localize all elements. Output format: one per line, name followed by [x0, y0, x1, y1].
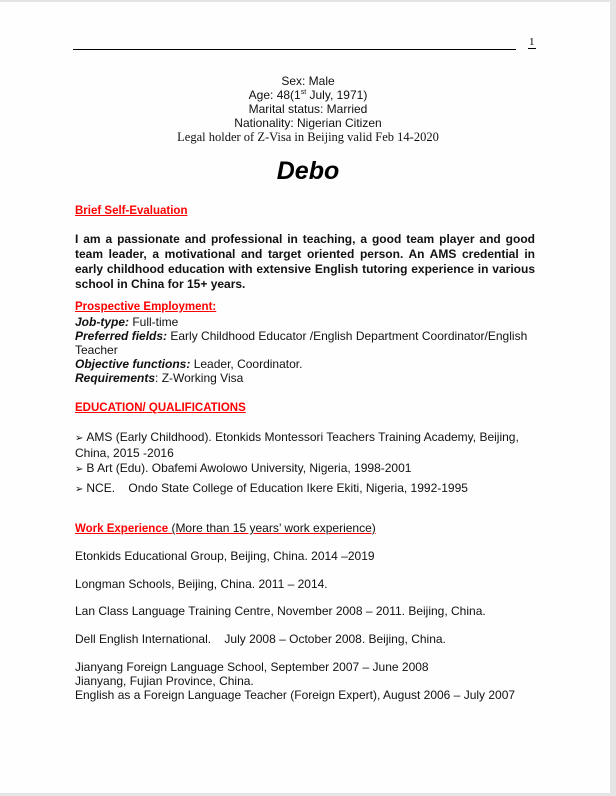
- education-item: ➢ B Art (Edu). Obafemi Awolowo University, Nigeria, 1998-2001: [75, 461, 412, 475]
- document-page: [0, 2, 610, 793]
- visa-line: Legal holder of Z-Visa in Beijing valid Feb 14-2020: [177, 130, 439, 144]
- prospective-employment-heading: Prospective Employment:: [75, 301, 217, 313]
- arrow-bullet-icon: ➢: [75, 433, 84, 444]
- education-item: ➢ AMS (Early Childhood). Etonkids Montessori Teachers Training Academy, Beijing, China, 2015 -2016: [75, 430, 519, 460]
- work-item: Dell English International. July 2008 – October 2008. Beijing, China.: [75, 632, 446, 646]
- work-experience-subtitle: (More than 15 years’ work experience): [168, 521, 376, 535]
- work-item: Jianyang, Fujian Province, China.: [75, 674, 254, 688]
- work-item: Lan Class Language Training Centre, November 2008 – 2011. Beijing, China.: [75, 604, 486, 618]
- candidate-name: Debo: [276, 157, 340, 185]
- work-item: Etonkids Educational Group, Beijing, China. 2014 –2019: [75, 549, 375, 563]
- page-number: 1: [529, 36, 535, 48]
- sex-line: Sex: Male: [281, 74, 335, 88]
- work-item: English as a Foreign Language Teacher (Foreign Expert), August 2006 – July 2007: [75, 688, 516, 702]
- header-rule: [73, 49, 516, 50]
- job-type-line: Job-type: Full-time: [75, 315, 179, 329]
- self-evaluation-text: I am a passionate and professional in teaching, a good team player and good team leader, a motivational and target oriented person. An AMS credential in early childhood education with extensive English tutoring experience in various school in China for 15+ years.: [75, 232, 535, 291]
- work-item: Longman Schools, Beijing, China. 2011 – 2014.: [75, 577, 328, 591]
- marital-line: Marital status: Married: [248, 102, 368, 116]
- work-item: Jianyang Foreign Language School, September 2007 – June 2008: [75, 660, 429, 674]
- personal-info: [0, 74, 616, 144]
- arrow-bullet-icon: ➢: [75, 484, 84, 495]
- preferred-fields-line: Preferred fields: Early Childhood Educator /English Department Coordinator/English Teacher: [75, 329, 528, 357]
- requirements-line: Requirements: Z-Working Visa: [75, 371, 244, 385]
- prospective-employment-list: [75, 315, 535, 385]
- nationality-line: Nationality: Nigerian Citizen: [234, 116, 382, 130]
- education-heading: EDUCATION/ QUALIFICATIONS: [75, 402, 246, 414]
- objective-functions-line: Objective functions: Leader, Coordinator.: [75, 357, 303, 371]
- arrow-bullet-icon: ➢: [75, 464, 84, 475]
- education-item: ➢ NCE. Ondo State College of Education Ikere Ekiti, Nigeria, 1992-1995: [75, 481, 468, 495]
- self-evaluation-heading: Brief Self-Evaluation: [75, 205, 188, 217]
- work-experience-heading: Work Experience (More than 15 years’ work experience): [75, 521, 376, 535]
- age-line: Age: 48(1st July, 1971): [248, 88, 368, 102]
